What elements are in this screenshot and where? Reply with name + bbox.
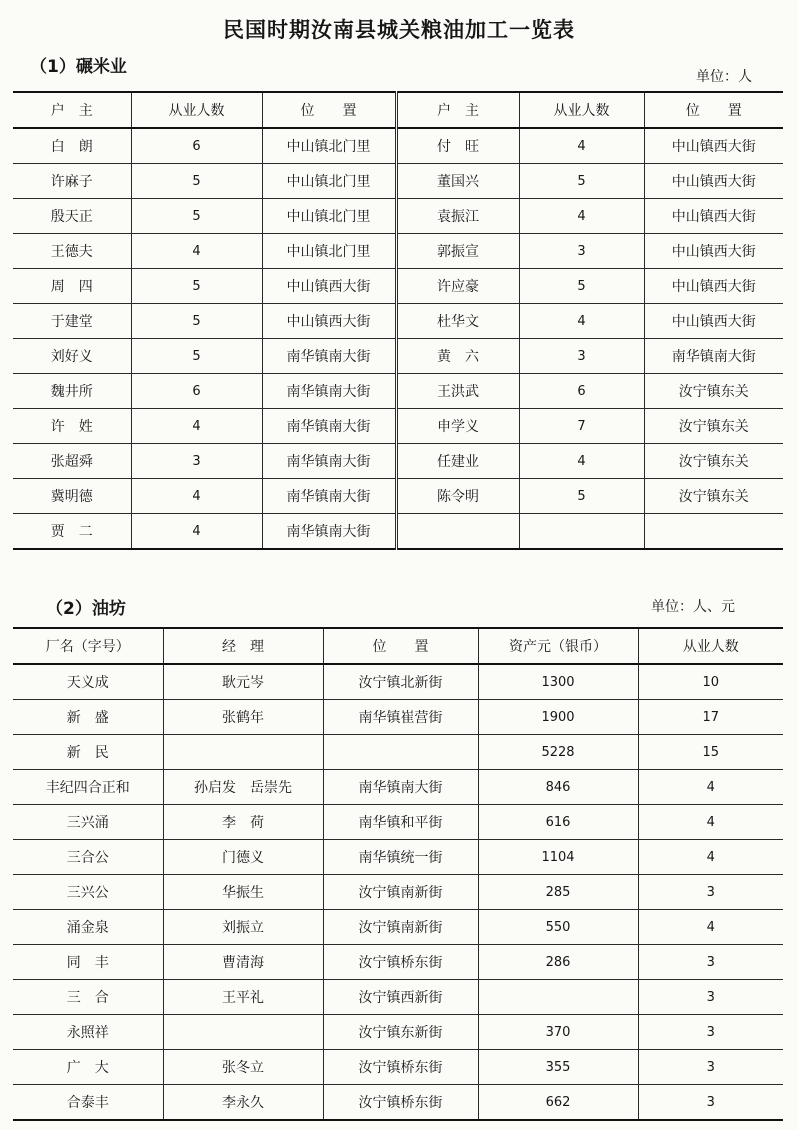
oil-section-heading: （2）油坊 [46,599,126,619]
rice-cell-employees: 4 [131,234,262,269]
oil-cell-employees: 4 [638,770,783,805]
rice-cell-owner: 刘好义 [13,339,131,374]
rice-table-header-row [13,92,783,128]
oil-cell-employees: 3 [638,1085,783,1121]
rice-cell-location: 南华镇南大街 [644,339,783,374]
rice-cell-location: 南华镇南大街 [262,339,396,374]
oil-cell-location: 汝宁镇南新街 [323,875,478,910]
rice-cell-location: 中山镇西大街 [644,164,783,199]
oil-mill-table [13,627,783,1121]
rice-cell-owner: 白 朗 [13,128,131,164]
oil-cell-assets: 1300 [478,664,638,700]
rice-cell-employees: 5 [131,269,262,304]
rice-cell-employees: 3 [519,339,644,374]
rice-cell-employees: 5 [131,339,262,374]
oil-cell-employees: 3 [638,1015,783,1050]
document-title: 民国时期汝南县城关粮油加工一览表 [223,18,575,42]
rice-cell-employees: 5 [519,164,644,199]
oil-cell-assets: 550 [478,910,638,945]
rice-cell-owner: 陈令明 [396,479,519,514]
oil-cell-factory-name: 广 大 [13,1050,163,1085]
rice-table-row [13,444,783,479]
oil-table-header-row [13,628,783,664]
rice-cell-location: 中山镇西大街 [262,269,396,304]
rice-cell-owner: 王德夫 [13,234,131,269]
rice-header-location-right: 位 置 [644,92,783,128]
oil-cell-manager: 王平礼 [163,980,323,1015]
rice-table-row [13,234,783,269]
rice-table-row [13,304,783,339]
oil-cell-manager: 李永久 [163,1085,323,1121]
rice-cell-owner: 郭振宣 [396,234,519,269]
oil-cell-factory-name: 新 盛 [13,700,163,735]
oil-cell-assets: 285 [478,875,638,910]
oil-cell-location: 汝宁镇北新街 [323,664,478,700]
rice-cell-employees [519,514,644,550]
oil-cell-factory-name: 三兴涌 [13,805,163,840]
rice-cell-location: 南华镇南大街 [262,444,396,479]
rice-table-row [13,199,783,234]
oil-cell-manager: 孙启发 岳崇先 [163,770,323,805]
oil-cell-employees: 17 [638,700,783,735]
oil-cell-location: 南华镇和平街 [323,805,478,840]
rice-header-employees-left: 从业人数 [131,92,262,128]
oil-cell-factory-name: 丰纪四合正和 [13,770,163,805]
oil-cell-employees: 3 [638,945,783,980]
rice-header-owner-right: 户 主 [396,92,519,128]
rice-cell-employees: 5 [131,304,262,339]
oil-cell-assets: 5228 [478,735,638,770]
oil-cell-manager [163,1015,323,1050]
rice-cell-employees: 5 [131,164,262,199]
rice-cell-location: 南华镇南大街 [262,514,396,550]
rice-table-row [13,269,783,304]
oil-cell-assets: 355 [478,1050,638,1085]
rice-cell-location [644,514,783,550]
rice-cell-location: 南华镇南大街 [262,479,396,514]
oil-header-factory-name: 厂名（字号） [13,628,163,664]
rice-cell-owner: 于建堂 [13,304,131,339]
oil-header-location: 位 置 [323,628,478,664]
oil-cell-assets: 616 [478,805,638,840]
rice-header-employees-right: 从业人数 [519,92,644,128]
oil-cell-employees: 4 [638,805,783,840]
rice-cell-owner: 王洪武 [396,374,519,409]
oil-cell-factory-name: 三兴公 [13,875,163,910]
rice-cell-location: 汝宁镇东关 [644,409,783,444]
rice-cell-location: 中山镇西大街 [644,234,783,269]
oil-cell-employees: 3 [638,1050,783,1085]
oil-unit-label: 单位：人、元 [651,599,735,615]
rice-cell-location: 中山镇西大街 [644,128,783,164]
oil-cell-assets: 662 [478,1085,638,1121]
rice-cell-location: 中山镇西大街 [644,304,783,339]
oil-cell-factory-name: 新 民 [13,735,163,770]
rice-table-row [13,409,783,444]
rice-cell-location: 南华镇南大街 [262,409,396,444]
oil-cell-factory-name: 三 合 [13,980,163,1015]
oil-cell-location: 汝宁镇南新街 [323,910,478,945]
oil-cell-location: 南华镇统一街 [323,840,478,875]
oil-cell-manager: 门德义 [163,840,323,875]
rice-table-row [13,374,783,409]
oil-cell-location: 南华镇崔营街 [323,700,478,735]
rice-cell-employees: 7 [519,409,644,444]
rice-cell-location: 中山镇北门里 [262,128,396,164]
rice-cell-employees: 5 [131,199,262,234]
oil-cell-factory-name: 天义成 [13,664,163,700]
rice-cell-location: 南华镇南大街 [262,374,396,409]
rice-cell-employees: 4 [519,444,644,479]
oil-cell-assets [478,980,638,1015]
rice-header-location-left: 位 置 [262,92,396,128]
rice-cell-owner: 贾 二 [13,514,131,550]
oil-table-row [13,805,783,840]
rice-cell-employees: 3 [131,444,262,479]
oil-cell-location: 汝宁镇桥东街 [323,945,478,980]
rice-cell-location: 汝宁镇东关 [644,374,783,409]
oil-header-assets: 资产元（银币） [478,628,638,664]
oil-cell-manager: 刘振立 [163,910,323,945]
oil-cell-manager: 华振生 [163,875,323,910]
rice-cell-owner: 杜华文 [396,304,519,339]
oil-cell-employees: 10 [638,664,783,700]
oil-cell-location: 汝宁镇桥东街 [323,1085,478,1121]
oil-header-employees: 从业人数 [638,628,783,664]
rice-cell-location: 中山镇北门里 [262,199,396,234]
rice-table-row [13,479,783,514]
rice-cell-employees: 4 [131,479,262,514]
oil-cell-factory-name: 涌金泉 [13,910,163,945]
oil-cell-employees: 3 [638,875,783,910]
oil-cell-manager: 张冬立 [163,1050,323,1085]
rice-cell-location: 中山镇西大街 [644,199,783,234]
oil-cell-assets: 370 [478,1015,638,1050]
rice-cell-owner: 袁振江 [396,199,519,234]
oil-table-row [13,945,783,980]
rice-unit-label: 单位：人 [696,69,752,85]
rice-cell-owner: 魏井所 [13,374,131,409]
rice-cell-owner: 许应豪 [396,269,519,304]
rice-cell-employees: 6 [519,374,644,409]
oil-table-row [13,700,783,735]
oil-header-manager: 经 理 [163,628,323,664]
rice-cell-employees: 5 [519,479,644,514]
oil-cell-assets: 286 [478,945,638,980]
rice-cell-owner: 许麻子 [13,164,131,199]
oil-table-row [13,910,783,945]
rice-cell-employees: 6 [131,374,262,409]
oil-table-row [13,840,783,875]
oil-cell-employees: 15 [638,735,783,770]
rice-cell-employees: 4 [131,409,262,444]
oil-cell-manager: 李 荷 [163,805,323,840]
oil-cell-factory-name: 三合公 [13,840,163,875]
rice-cell-owner: 任建业 [396,444,519,479]
oil-table-row [13,1050,783,1085]
oil-cell-location [323,735,478,770]
rice-table-row [13,164,783,199]
rice-cell-owner: 申学义 [396,409,519,444]
oil-table-row [13,1085,783,1121]
oil-cell-location: 汝宁镇西新街 [323,980,478,1015]
rice-cell-owner: 许 姓 [13,409,131,444]
oil-table-row [13,875,783,910]
rice-cell-owner: 张超舜 [13,444,131,479]
rice-cell-owner: 周 四 [13,269,131,304]
oil-table-row [13,770,783,805]
oil-cell-factory-name: 永照祥 [13,1015,163,1050]
oil-cell-location: 汝宁镇桥东街 [323,1050,478,1085]
oil-table-row [13,735,783,770]
rice-milling-table [13,91,783,550]
oil-cell-employees: 3 [638,980,783,1015]
oil-table-row [13,1015,783,1050]
rice-cell-location: 中山镇北门里 [262,234,396,269]
rice-table-row [13,514,783,550]
rice-table-row [13,339,783,374]
rice-section-heading: （1）碾米业 [30,57,127,77]
oil-cell-location: 南华镇南大街 [323,770,478,805]
rice-cell-employees: 3 [519,234,644,269]
oil-cell-assets: 1104 [478,840,638,875]
oil-cell-assets: 1900 [478,700,638,735]
rice-cell-owner: 殷天正 [13,199,131,234]
oil-cell-employees: 4 [638,910,783,945]
rice-cell-employees: 5 [519,269,644,304]
rice-cell-employees: 4 [519,128,644,164]
rice-cell-employees: 4 [519,199,644,234]
rice-cell-owner: 董国兴 [396,164,519,199]
oil-cell-manager [163,735,323,770]
oil-cell-factory-name: 同 丰 [13,945,163,980]
rice-cell-owner [396,514,519,550]
rice-cell-location: 汝宁镇东关 [644,479,783,514]
oil-table-row [13,980,783,1015]
oil-table-row [13,664,783,700]
rice-cell-owner: 冀明德 [13,479,131,514]
oil-cell-manager: 曹清海 [163,945,323,980]
rice-cell-owner: 黄 六 [396,339,519,374]
rice-cell-employees: 4 [131,514,262,550]
oil-cell-manager: 耿元岑 [163,664,323,700]
rice-cell-location: 中山镇西大街 [262,304,396,339]
rice-header-owner-left: 户 主 [13,92,131,128]
oil-cell-location: 汝宁镇东新街 [323,1015,478,1050]
rice-cell-location: 中山镇北门里 [262,164,396,199]
oil-cell-employees: 4 [638,840,783,875]
rice-table-row [13,128,783,164]
rice-cell-employees: 6 [131,128,262,164]
rice-cell-employees: 4 [519,304,644,339]
rice-cell-location: 中山镇西大街 [644,269,783,304]
rice-cell-location: 汝宁镇东关 [644,444,783,479]
oil-cell-factory-name: 合泰丰 [13,1085,163,1121]
rice-cell-owner: 付 旺 [396,128,519,164]
oil-cell-manager: 张鹤年 [163,700,323,735]
oil-cell-assets: 846 [478,770,638,805]
